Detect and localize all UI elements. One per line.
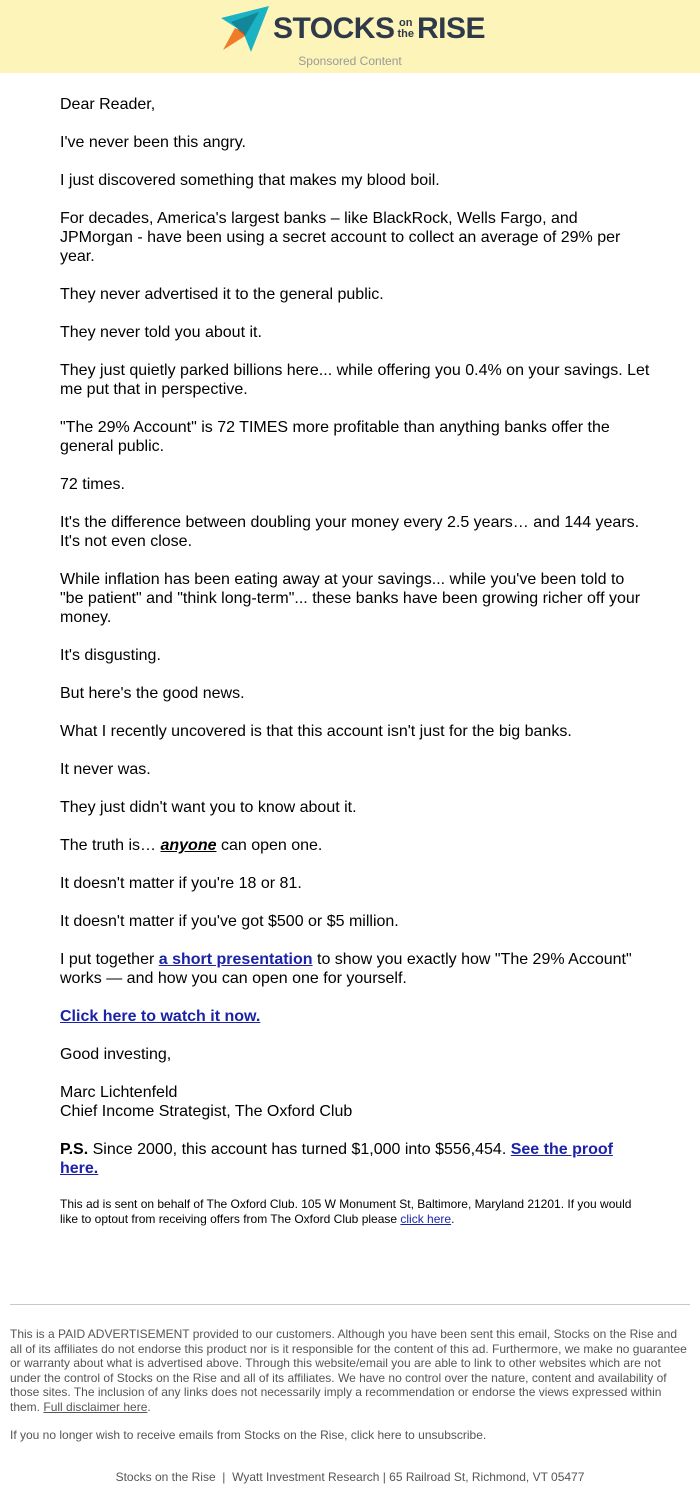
greeting: Dear Reader, [60,96,156,113]
paragraph-19 [60,950,650,988]
signer-title: Chief Income Strategist, The Oxford Club [60,1103,353,1120]
cta-paragraph [60,1007,650,1026]
paragraph-12: But here's the good news. [60,685,245,702]
paragraph-4: They never advertised it to the general public. [60,286,384,303]
ps-text: Since 2000, this account has turned $1,000 into $556,454. [88,1141,511,1158]
disclaimer-end: . [147,1399,151,1414]
rising-arrow-logo-icon [221,6,269,52]
sponsored-label: Sponsored Content [298,54,402,68]
short-presentation-link[interactable]: a short presentation [158,951,313,968]
open-one-text: can open one. [216,837,323,854]
presentation-intro-text: I put together [60,951,159,968]
paragraph-3: For decades, America's largest banks – like BlackRock, Wells Fargo, and JPMorgan - have been using a secret account to collect an average of 29% per year. [60,210,621,265]
footer-divider [10,1304,690,1305]
brand-word-rise: RISE [416,12,485,45]
paragraph-7: "The 29% Account" is 72 TIMES more profitable than anything banks offer the general public. [60,419,610,455]
brand-word-the: the [397,28,414,40]
paragraph-17: It doesn't matter if you're 18 or 81. [60,875,302,892]
footer [10,1327,690,1457]
brand-word-on: on [398,17,413,29]
paragraph-6: They just quietly parked billions here... while offering you 0.4% on your savings. Let me put that in perspective. [60,362,650,398]
disclaimer [10,1327,690,1414]
brand-word-stocks: STOCKS [273,12,395,45]
paragraph-11: It's disgusting. [60,647,161,664]
paragraph-14: It never was. [60,761,151,778]
footer-address: Stocks on the Rise | Wyatt Investment Research | 65 Railroad St, Richmond, VT 05477 [115,1470,585,1484]
signer-name: Marc Lichtenfeld [60,1084,178,1101]
sender-note-text: This ad is sent on behalf of The Oxford Club. 105 W Monument St, Baltimore, Maryland 21201. If you would like to optout from receiving offers from The Oxford Club please [60,1197,632,1226]
paragraph-2: I just discovered something that makes my blood boil. [60,172,440,189]
signature [60,1083,650,1121]
see-proof-link[interactable]: See the proof here. [60,1141,613,1177]
full-disclaimer-link[interactable]: Full disclaimer here [43,1399,148,1414]
watch-now-link[interactable]: Click here to watch it now. [60,1008,261,1025]
paragraph-8: 72 times. [60,476,125,493]
paragraph-5: They never told you about it. [60,324,262,341]
sender-note-end: . [451,1212,455,1226]
paragraph-10: While inflation has been eating away at your savings... while you've been told to "be patient" and "think long-term"... these banks have been growing richer off your money. [60,571,641,626]
paragraph-1: I've never been this angry. [60,134,246,151]
brand-wordmark [273,12,485,46]
paragraph-15: They just didn't want you to know about it. [60,799,357,816]
disclaimer-text: This is a PAID ADVERTISEMENT provided to our customers. Although you have been sent this email, Stocks on the Rise and all of its affiliates do not endorse this product nor is it responsible for the content of this ad. Furthermore, we make no guarantee or warranty about what is advertised above. Through this website/email you are able to link to other websites which are not under the control of Stocks on the Rise and all of its affiliates. We have no control over the nature, content and availability of those sites. The inclusion of any links does not necessarily imply a recommendation or endorse the views expressed within them. [10,1327,687,1414]
brand-word-on-the [397,18,414,40]
brand-logo[interactable] [221,6,485,52]
paragraph-13: What I recently uncovered is that this account isn't just for the big banks. [60,723,572,740]
sender-note [60,1197,650,1227]
truth-text: The truth is… [60,837,161,854]
paragraph-9: It's the difference between doubling your money every 2.5 years… and 144 years. It's not even close. [60,514,640,550]
presentation-detail-text: to show you exactly how "The 29% Account" works — and how you can open one for yourself. [60,951,632,987]
email-header [0,0,700,73]
ps-label: P.S. [60,1141,89,1158]
anyone-emphasis: anyone [160,837,217,854]
postscript [60,1140,650,1178]
closing: Good investing, [60,1046,172,1063]
unsubscribe-text[interactable]: If you no longer wish to receive emails from Stocks on the Rise, click here to unsubscribe. [10,1428,487,1442]
paragraph-16 [60,836,650,855]
letter-body [60,95,650,1246]
optout-link[interactable]: click here [400,1212,452,1226]
paragraph-18: It doesn't matter if you've got $500 or $5 million. [60,913,399,930]
